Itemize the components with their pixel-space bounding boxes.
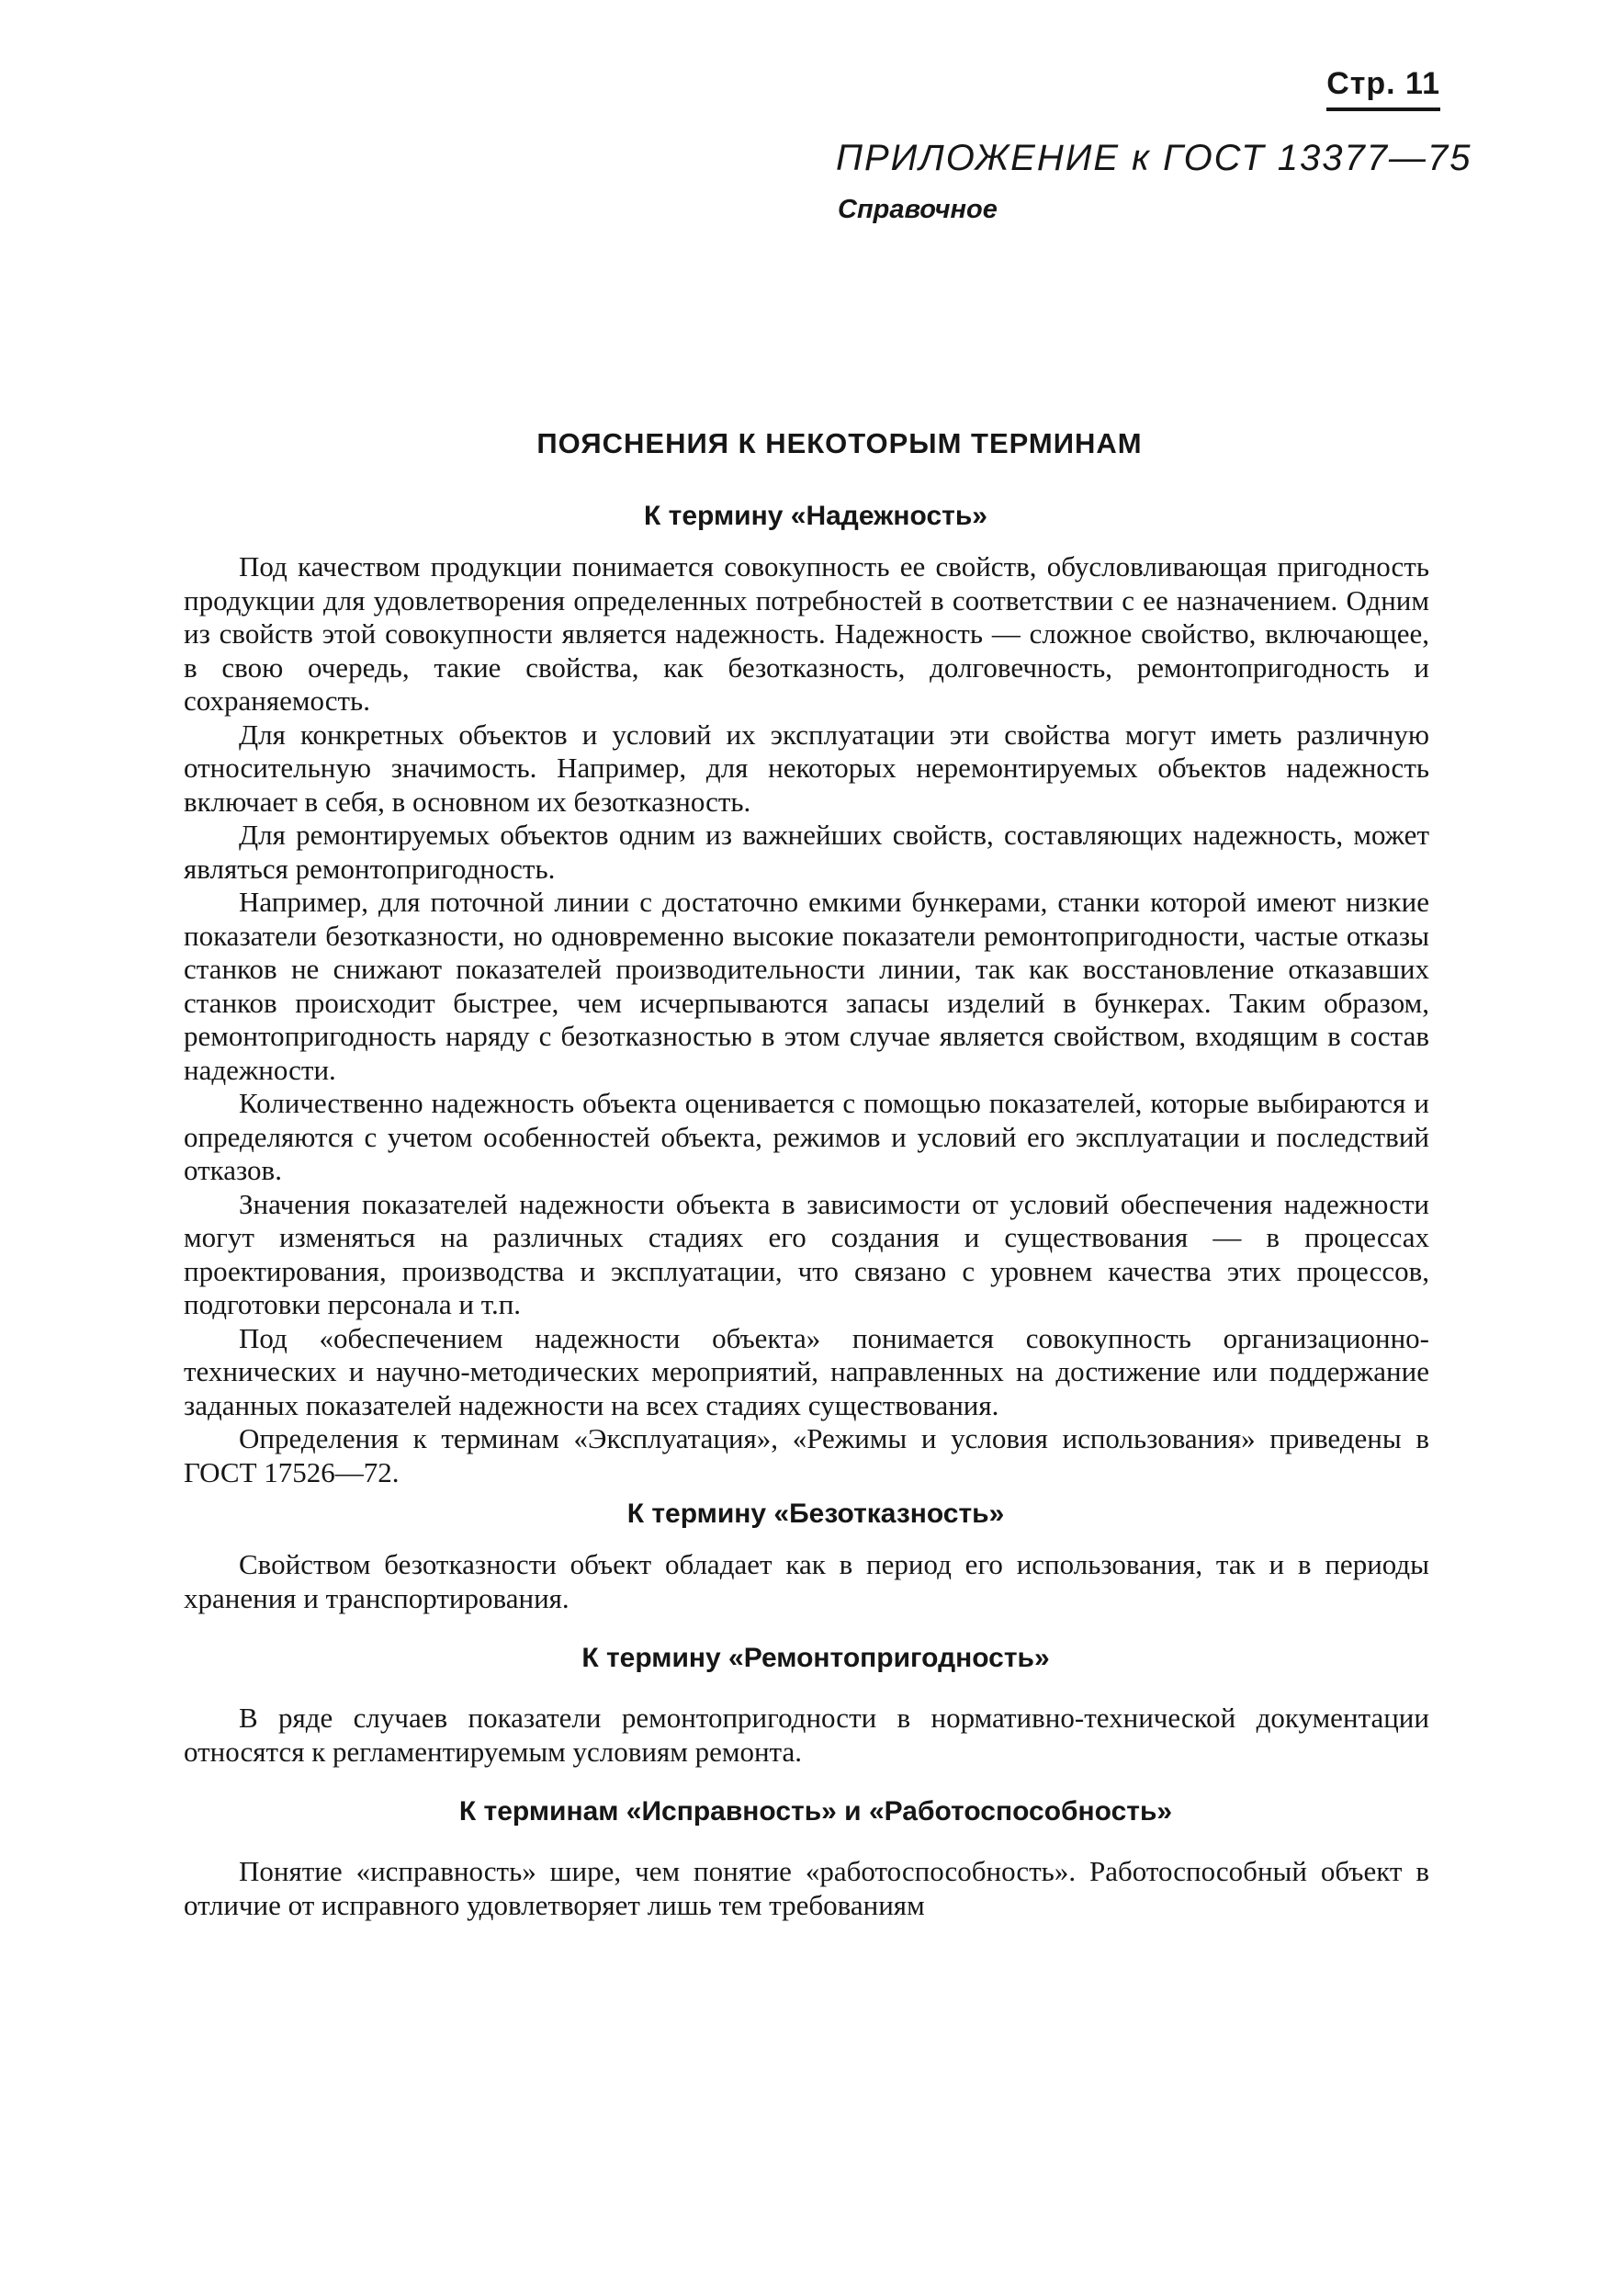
paragraph: Под «обеспечением надежности объекта» понимается совокупность организационно-технических и научно-методических мероприятий, направленных на достижение или поддержание заданных показателей надежности на всех стадиях существования. (184, 1321, 1429, 1421)
document-body (184, 501, 1429, 1922)
section-heading-failure-free: К термину «Безотказность» (626, 1499, 1005, 1529)
section-heading-maintainability: К термину «Ремонтопригодность» (581, 1643, 1050, 1673)
paragraph: Значения показателей надежности объекта в зависимости от условий обеспечения надежности могут изменяться на различных стадиях его создания и существования — в процессах проектирования, производства и эксплуатации, что связано с уровнем качества этих процессов, подготовки персонала и т.п. (184, 1187, 1429, 1320)
paragraph: В ряде случаев показатели ремонтопригодности в нормативно-технической документации относятся к регламентируемым условиям ремонта. (184, 1702, 1429, 1768)
page-number: Стр. 11 (1326, 66, 1440, 111)
paragraph: Количественно надежность объекта оценивается с помощью показателей, которые выбираются и определяются с учетом особенностей объекта, режимов и условий его эксплуатации и последствий отказов. (184, 1087, 1429, 1186)
paragraph: Для конкретных объектов и условий их эксплуатации эти свойства могут иметь различную относительную значимость. Например, для некоторых неремонтируемых объектов надежность включает в себя, в основном их безотказность. (184, 718, 1429, 818)
paragraph: Под качеством продукции понимается совокупность ее свойств, обусловливающая пригодность продукции для удовлетворения определенных потребностей в соответствии с ее назначением. Одним из свойств этой совокупности является надежность. Надежность — сложное свойство, включающее, в свою очередь, такие свойства, как безотказность, долговечность, ремонтопригодность и сохраняемость. (184, 550, 1429, 717)
appendix-subtitle: Справочное (838, 195, 998, 224)
appendix-title: ПРИЛОЖЕНИЕ к ГОСТ 13377—75 (836, 138, 1472, 178)
paragraph: Определения к терминам «Эксплуатация», «Режимы и условия использования» приведены в ГОСТ 17526—72. (184, 1422, 1429, 1488)
paragraph: Например, для поточной линии с достаточно емкими бункерами, станки которой имеют низкие показатели безотказности, но одновременно высокие показатели ремонтопригодности, частые отказы станков не снижают показателей производительности линии, так как восстановление отказавших станков происходит быстрее, чем исчерпываются запасы изделий в бункерах. Таким образом, ремонтопригодность наряду с безотказностью в этом случае является свойством, входящим в состав надежности. (184, 886, 1429, 1086)
paragraph: Свойством безотказности объект обладает как в период его использования, так и в периоды хранения и транспортирования. (184, 1548, 1429, 1614)
main-heading: ПОЯСНЕНИЯ К НЕКОТОРЫМ ТЕРМИНАМ (536, 427, 1143, 459)
paragraph: Понятие «исправность» шире, чем понятие «работоспособность». Работоспособный объект в отличие от исправного удовлетворяет лишь тем требованиям (184, 1855, 1429, 1921)
section-heading-reliability: К термину «Надежность» (644, 501, 987, 531)
section-heading-serviceability: К терминам «Исправность» и «Работоспособность» (458, 1796, 1173, 1827)
paragraph: Для ремонтируемых объектов одним из важнейших свойств, составляющих надежность, может являться ремонтопригодность. (184, 819, 1429, 885)
